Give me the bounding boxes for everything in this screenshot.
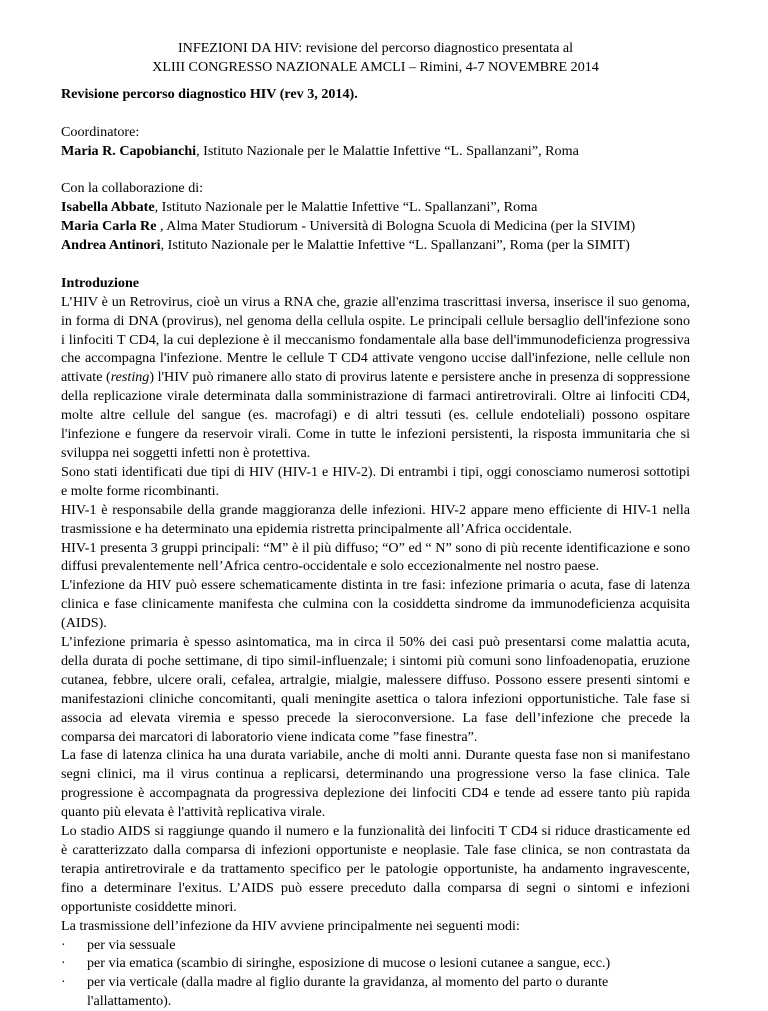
bullet-marker: · bbox=[61, 955, 66, 972]
collaborator-affiliation: , Istituto Nazionale per le Malattie Infettive “L. Spallanzani”, Roma (per la SIMIT) bbox=[160, 237, 630, 254]
list-item bbox=[61, 973, 690, 1011]
collaborators-block bbox=[61, 179, 690, 255]
collaborator-affiliation: , Istituto Nazionale per le Malattie Infettive “L. Spallanzani”, Roma bbox=[154, 199, 538, 216]
coordinator-label: Coordinatore: bbox=[61, 123, 140, 140]
paragraph-text: ) l'HIV può rimanere allo stato di provirus latente e persistere anche in presenza di soppressione della replicazione virale determinata dalla somministrazione di farmaci antiretrovirali. Oltre ai linfociti CD4, molte altre cellule del sangue (es. macrofagi) e di altri tessuti (es. cellule endoteliali) possono ospitare l'infezione e fungere da reservoir virali. Come in tutte le infezioni persistenti, la risposta immunitaria che si sviluppa nei soggetti infetti non è protettiva. bbox=[61, 369, 690, 461]
collaborators-label: Con la collaborazione di: bbox=[61, 180, 204, 197]
coordinator-affiliation: , Istituto Nazionale per le Malattie Infettive “L. Spallanzani”, Roma bbox=[196, 142, 579, 159]
paragraph-text: L’HIV è un Retrovirus, cioè un virus a RNA che, grazie all'enzima trascrittasi inversa, inserisce il suo genoma, in forma di DNA (provirus), nel genoma della cellula ospite. Le principali cellule bersaglio dell'infezione sono i linfociti T CD4, la cui deplezione è il meccanismo fondamentale alla base dell'immunodeficienza progressiva che accompagna l'infezione. Mentre le cellule T CD4 attivate vengono uccise dall'infezione, nelle cellule non attivate ( bbox=[61, 293, 690, 386]
list-item-text: per via verticale (dalla madre al figlio durante la gravidanza, al momento del parto o durante l'allattamento). bbox=[87, 974, 609, 1010]
list-item-text: per via sessuale bbox=[87, 936, 176, 953]
collaborator-name: Isabella Abbate bbox=[61, 199, 155, 216]
collaborator-name: Andrea Antinori bbox=[61, 237, 161, 254]
document-header bbox=[61, 39, 690, 77]
collaborator-name: Maria Carla Re bbox=[61, 218, 157, 235]
header-line-1: INFEZIONI DA HIV: revisione del percorso diagnostico presentata al bbox=[177, 40, 574, 56]
paragraph: HIV-1 è responsabile della grande maggioranza delle infezioni. HIV-2 appare meno efficiente di HIV-1 nella trasmissione e ha determinato una epidemia ristretta principalmente all’Africa occidentale. bbox=[61, 501, 690, 537]
document-title: Revisione percorso diagnostico HIV (rev 3, 2014). bbox=[61, 85, 358, 102]
paragraph: La fase di latenza clinica ha una durata variabile, anche di molti anni. Durante questa fase non si manifestano segni clinici, ma il virus continua a replicarsi, determinando una progressione verso la fase clinica. Tale progressione è accompagnata da progressiva deplezione dei linfociti CD4 e tende ad essere tanto più rapida quanto più elevata è l'attività replicativa virale. bbox=[61, 747, 690, 821]
collaborator-entry bbox=[61, 198, 690, 217]
introduction-section bbox=[61, 274, 690, 1011]
paragraph bbox=[61, 293, 690, 463]
paragraph: L'infezione da HIV può essere schematicamente distinta in tre fasi: infezione primaria o acuta, fase di latenza clinica e fase clinicamente manifesta che culmina con la cosiddetta sindrome da immunodeficienza acquisita (AIDS). bbox=[61, 577, 690, 632]
header-line-2: XLIII CONGRESSO NAZIONALE AMCLI – Rimini, 4-7 NOVEMBRE 2014 bbox=[152, 58, 599, 75]
collaborator-entry bbox=[61, 236, 690, 255]
coordinator-name: Maria R. Capobianchi bbox=[61, 142, 197, 159]
bullet-marker: · bbox=[61, 974, 66, 991]
list-item bbox=[61, 936, 690, 955]
paragraph: La trasmissione dell’infezione da HIV avviene principalmente nei seguenti modi: bbox=[61, 917, 520, 934]
paragraph: Lo stadio AIDS si raggiunge quando il numero e la funzionalità dei linfociti T CD4 si riduce drasticamente ed è caratterizzato dalla comparsa di infezioni opportuniste e neoplasie. Tale fase clinica, se non contrastata da terapia antiretrovirale e da trattamento specifico per le patologie opportuniste, ha andamento ingravescente, fino a determinare l'exitus. L’AIDS può essere preceduto dalla comparsa di segni o sintomi e infezioni opportuniste cosiddette minori. bbox=[61, 823, 690, 915]
bullet-marker: · bbox=[61, 936, 66, 953]
collaborator-entry bbox=[61, 217, 690, 236]
collaborator-affiliation: , Alma Mater Studiorum - Università di Bologna Scuola di Medicina (per la SIVIM) bbox=[156, 218, 636, 235]
list-item-text: per via ematica (scambio di siringhe, esposizione di mucose o lesioni cutanee a sangue, ecc.) bbox=[87, 955, 611, 972]
paragraph: HIV-1 presenta 3 gruppi principali: “M” è il più diffuso; “O” ed “ N” sono di più recente identificazione e sono diffusi prevalentemente nell’Africa centro-occidentale e solo eccezionalmente nel nostro paese. bbox=[61, 539, 690, 575]
italic-term: resting bbox=[110, 369, 150, 386]
coordinator-block bbox=[61, 123, 690, 161]
coordinator-entry bbox=[61, 142, 690, 161]
paragraph: L’infezione primaria è spesso asintomatica, ma in circa il 50% dei casi può presentarsi come malattia acuta, della durata di poche settimane, di tipo simil-influenzale; i sintomi più comuni sono linfoadenopatia, eruzione cutanea, febbre, ulcere orali, cefalea, artralgie, mialgie, malessere diffuso. Possono essere presenti sintomi e manifestazioni cliniche concomitanti, quali meningite asettica o talora infezioni opportunistiche. Tale fase si associa ad elevata viremia e spesso precede la sieroconversione. La fase dell’infezione che precede la comparsa dei marcatori di laboratorio viene indicata come ”fase finestra”. bbox=[61, 634, 690, 745]
section-title: Introduzione bbox=[61, 274, 140, 291]
transmission-list bbox=[61, 936, 690, 1011]
list-item bbox=[61, 954, 690, 973]
paragraph: Sono stati identificati due tipi di HIV (HIV-1 e HIV-2). Di entrambi i tipi, oggi conosciamo numerosi sottotipi e molte forme ricombinanti. bbox=[61, 463, 690, 499]
